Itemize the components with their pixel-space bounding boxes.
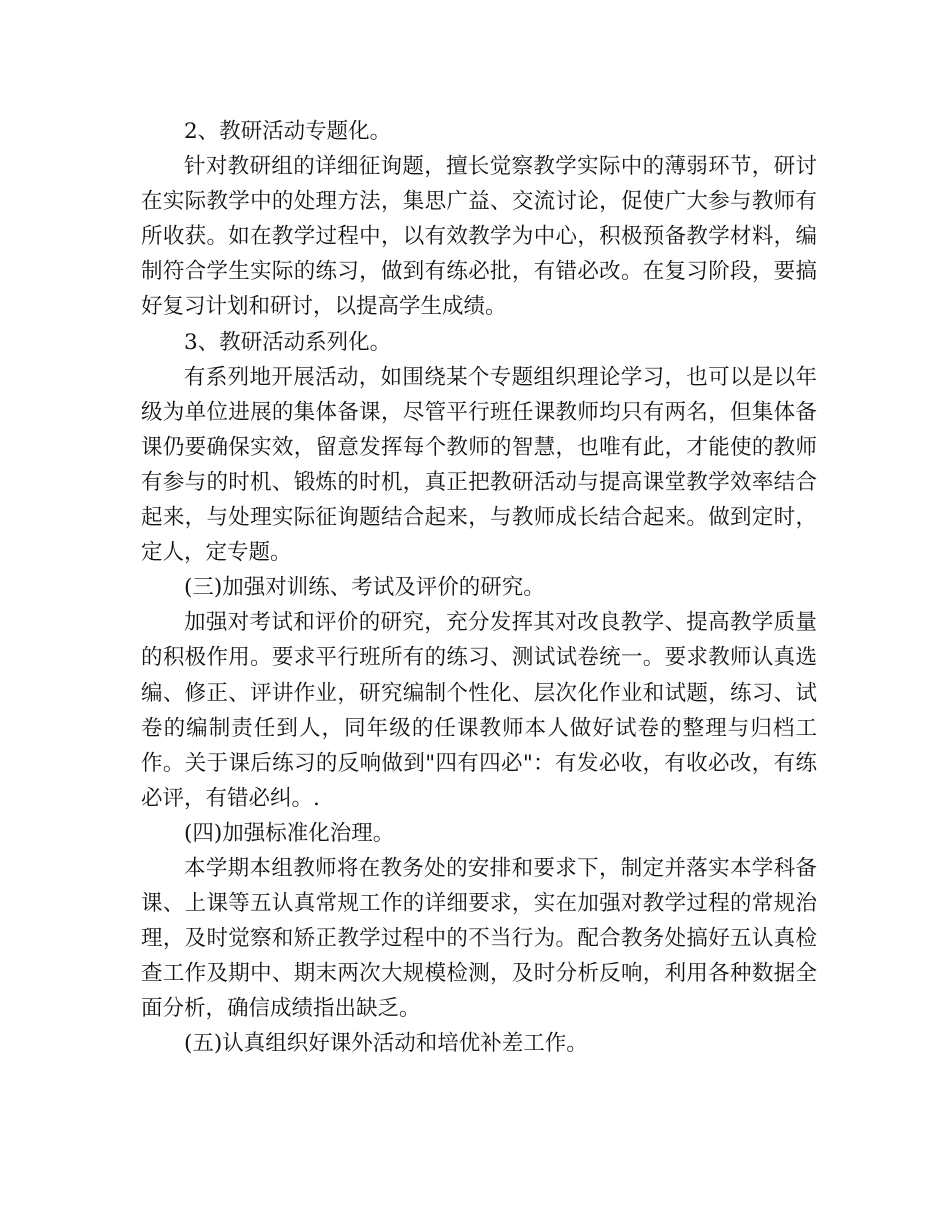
section-heading-si: (四)加强标准化治理。 [184,820,395,846]
section-heading-wu: (五)认真组织好课外活动和培优补差工作。 [184,1031,588,1057]
section-heading-2: 2、教研活动专题化。 [184,119,392,144]
paragraph-1: 针对教研组的详细征询题，擅长觉察教学实际中的薄弱环节，研讨在实际教学中的处理方法，集思广益、交流讨论，促使广大参与教师有所收获。如在教学过程中，以有效教学为中心，积极预备教学材料，编制符合学生实际的练习，做到有练必批，有错必改。在复习阶段，要搞好复习计划和研讨，以提高学生成绩。 [141,154,817,320]
paragraph-2: 有系列地开展活动，如围绕某个专题组织理论学习，也可以是以年级为单位进展的集体备课，尽管平行班任课教师均只有两名，但集体备课仍要确保实效，留意发挥每个教师的智慧，也唯有此，才能使的教师有参与的时机、锻炼的时机，真正把教研活动与提高课堂教学效率结合起来，与处理实际征询题结合起来，与教师成长结合起来。做到定时，定人，定专题。 [141,364,817,566]
document-body [141,114,817,1062]
section-heading-san: (三)加强对训练、考试及评价的研究。 [184,575,545,601]
section-heading-3: 3、教研活动系列化。 [184,329,392,355]
paragraph-3: 加强对考试和评价的研究，充分发挥其对改良教学、提高教学质量的积极作用。要求平行班所有的练习、测试试卷统一。要求教师认真选编、修正、评讲作业，研究编制个性化、层次化作业和试题，练习、试卷的编制责任到人，同年级的任课教师本人做好试卷的整理与归档工作。关于课后练习的反响做到"四有四必"：有发必收，有收必改，有练必评，有错必纠。. [141,610,817,811]
paragraph-4: 本学期本组教师将在教务处的安排和要求下，制定并落实本学科备课、上课等五认真常规工作的详细要求，实在加强对教学过程的常规治理，及时觉察和矫正教学过程中的不当行为。配合教务处搞好五认真检查工作及期中、期末两次大规模检测，及时分析反响，利用各种数据全面分析，确信成绩指出缺乏。 [141,855,817,1022]
